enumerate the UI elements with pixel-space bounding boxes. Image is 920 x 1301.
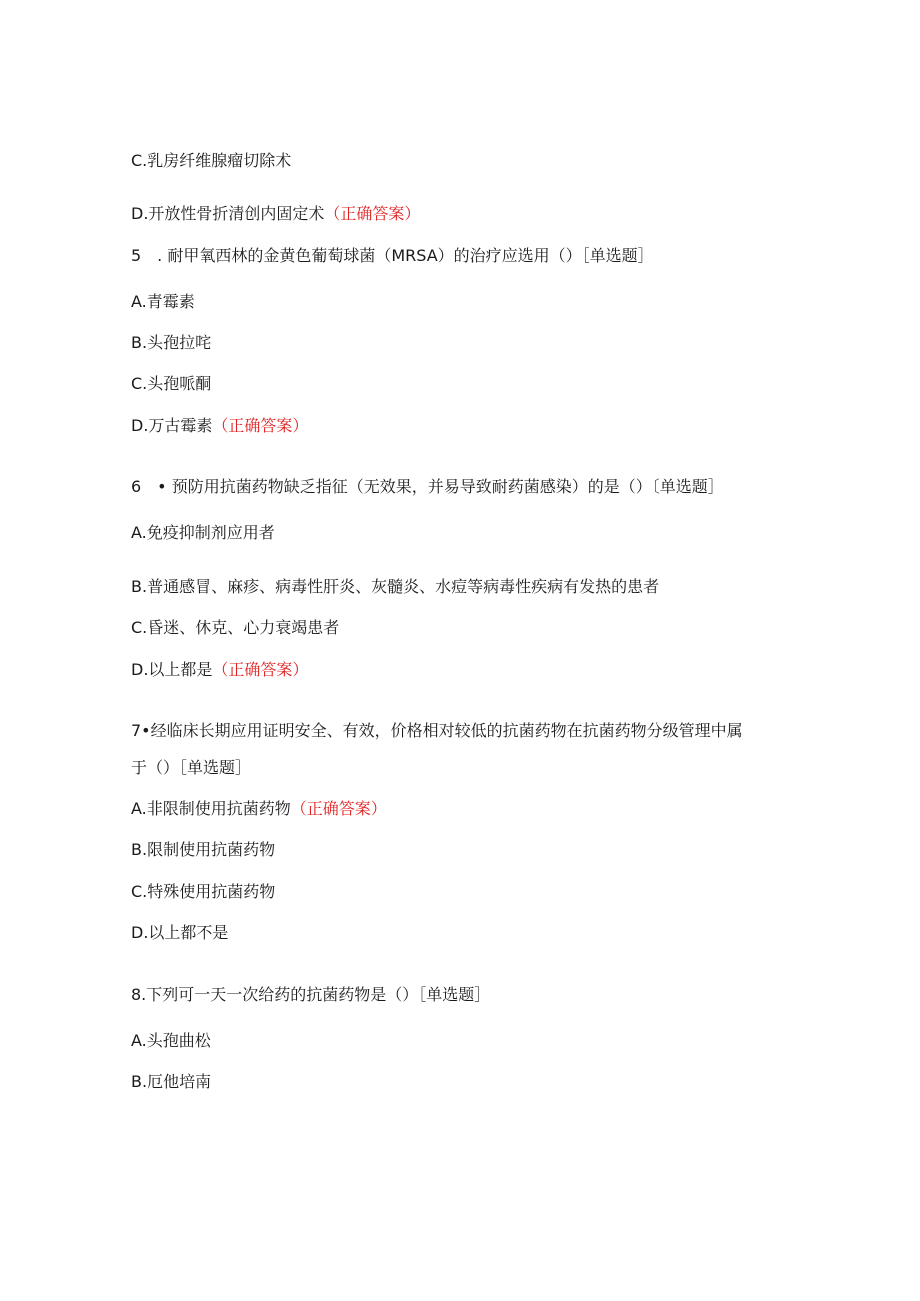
question-7-option-d (131, 922, 228, 944)
correct-answer-label: （正确答案） (324, 204, 421, 223)
option-text: D.以上都是 (131, 660, 213, 679)
question-4-option-d (131, 203, 420, 225)
option-text: A.免疫抑制剂应用者 (131, 523, 275, 542)
question-text: 8.下列可一天一次给药的抗菌药物是（）［单选题］ (131, 985, 491, 1004)
correct-answer-label: （正确答案） (212, 416, 309, 435)
correct-answer-label: （正确答案） (212, 660, 309, 679)
question-7-option-b (131, 839, 275, 861)
question-5-option-a (131, 291, 195, 313)
question-7-option-c (131, 881, 275, 903)
question-text: 6 • 预防用抗菌药物缺乏指征（无效果，并易导致耐药菌感染）的是（）〔单选题］ (131, 477, 724, 496)
question-text: 7•经临床长期应用证明安全、有效，价格相对较低的抗菌药物在抗菌药物分级管理中属 (131, 721, 743, 740)
question-6-stem (131, 476, 724, 498)
question-5-option-b (131, 332, 211, 354)
option-text: B.普通感冒、麻疹、病毒性肝炎、灰髓炎、水痘等病毒性疾病有发热的患者 (131, 577, 660, 596)
question-6-option-a (131, 522, 275, 544)
question-8-option-a (131, 1030, 211, 1052)
question-5-stem (131, 245, 654, 267)
question-4-option-c (131, 150, 291, 172)
option-text: B.厄他培南 (131, 1072, 212, 1091)
question-text: 5 . 耐甲氧西林的金黄色葡萄球菌（MRSA）的治疗应选用（）［单选题］ (131, 246, 654, 265)
question-5-option-c (131, 373, 211, 395)
option-text: A.青霉素 (131, 292, 195, 311)
correct-answer-label: （正确答案） (290, 799, 387, 818)
question-7-stem-line-1 (131, 720, 743, 742)
question-8-stem (131, 984, 490, 1006)
question-6-option-d (131, 659, 308, 681)
option-text: B.头孢拉咤 (131, 333, 212, 352)
question-7-stem-line-2 (131, 757, 251, 779)
option-text: C.昏迷、休克、心力衰竭患者 (131, 618, 340, 637)
question-text: 于（）［单选题］ (131, 758, 252, 777)
option-text: D.开放性骨折清创内固定术 (131, 204, 325, 223)
question-8-option-b (131, 1071, 211, 1093)
option-text: C.乳房纤维腺瘤切除术 (131, 151, 292, 170)
question-5-option-d (131, 415, 308, 437)
question-6-option-c (131, 617, 339, 639)
question-7-option-a (131, 798, 387, 820)
option-text: A.头孢曲松 (131, 1031, 211, 1050)
option-text: C.头孢哌酮 (131, 374, 212, 393)
question-6-option-b (131, 576, 659, 598)
option-text: D.以上都不是 (131, 923, 229, 942)
option-text: D.万古霉素 (131, 416, 213, 435)
option-text: A.非限制使用抗菌药物 (131, 799, 291, 818)
option-text: B.限制使用抗菌药物 (131, 840, 276, 859)
option-text: C.特殊使用抗菌药物 (131, 882, 276, 901)
